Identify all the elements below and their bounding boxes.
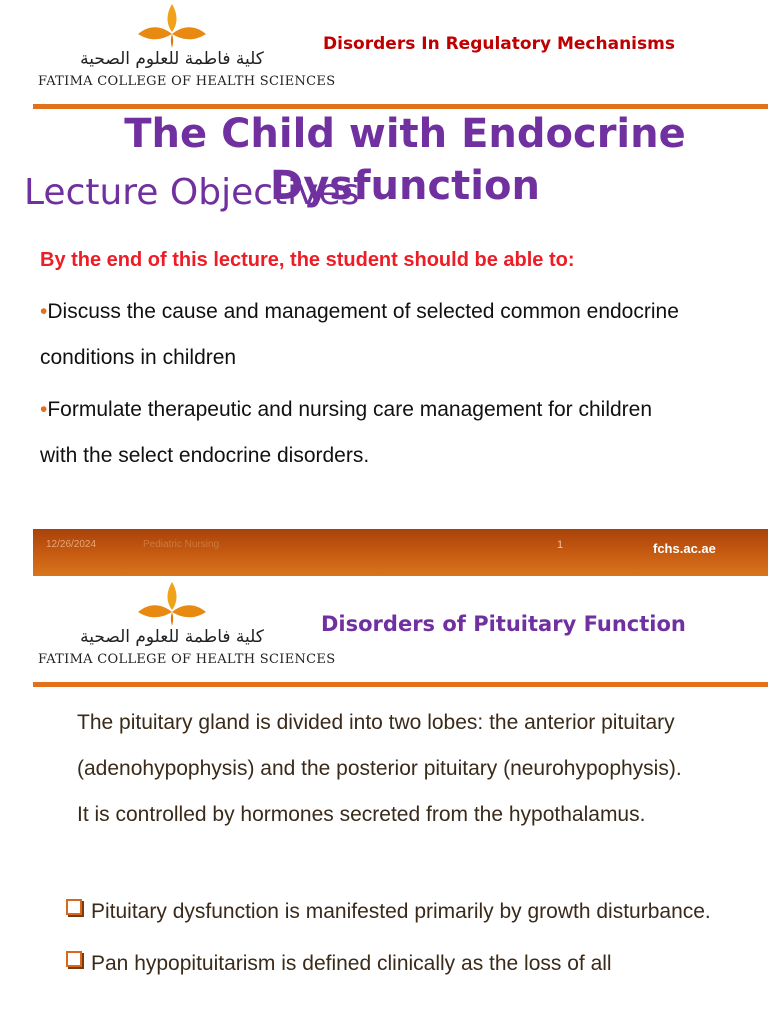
list-item	[40, 387, 680, 479]
objectives-list	[40, 289, 680, 485]
bullet-text: Pan hypopituitarism is defined clinically as the loss of all	[91, 952, 612, 975]
square-bullet-icon	[66, 951, 82, 967]
objective-text: Discuss the cause and management of selected common endocrine conditions in children	[40, 300, 679, 369]
objective-text: Formulate therapeutic and nursing care management for children with the select endocrine disorders.	[40, 398, 653, 467]
body-text	[77, 700, 737, 838]
logo-english-text: FATIMA COLLEGE OF HEALTH SCIENCES	[38, 652, 336, 667]
lecture-objectives-title: Lecture Objectives	[24, 172, 360, 213]
logo-arabic-text: كلية فاطمة للعلوم الصحية	[80, 49, 264, 69]
list-item	[40, 289, 680, 381]
bullet-icon: •	[40, 398, 48, 421]
footer-date: 12/26/2024	[46, 539, 97, 550]
footer-website-link[interactable]: fchs.ac.ae	[653, 541, 716, 556]
logo-english-text: FATIMA COLLEGE OF HEALTH SCIENCES	[38, 74, 336, 89]
bullet-list	[64, 889, 724, 993]
slide-footer	[33, 529, 768, 576]
footer-course: Pediatric Nursing	[143, 539, 220, 550]
header-title: Disorders of Pituitary Function	[321, 612, 686, 636]
intro-text: By the end of this lecture, the student should be able to:	[40, 249, 575, 271]
flower-logo-icon	[136, 580, 208, 626]
list-item	[64, 941, 724, 987]
square-bullet-icon	[66, 899, 82, 915]
list-item	[64, 889, 724, 935]
slide-2	[0, 576, 768, 1024]
paragraph: It is controlled by hormones secreted from the hypothalamus.	[77, 803, 646, 826]
header-divider	[33, 682, 768, 687]
paragraph: The pituitary gland is divided into two lobes: the anterior pituitary (adenohypophysis) and the posterior pituitary (neurohypophysis).	[77, 711, 682, 780]
college-logo	[36, 2, 336, 94]
bullet-text: Pituitary dysfunction is manifested primarily by growth disturbance.	[91, 900, 711, 923]
flower-logo-icon	[136, 2, 208, 48]
header-title: Disorders In Regulatory Mechanisms	[323, 34, 675, 54]
logo-arabic-text: كلية فاطمة للعلوم الصحية	[80, 627, 264, 647]
college-logo	[36, 580, 336, 672]
bullet-icon: •	[40, 300, 48, 323]
main-title: The Child with Endocrine Dysfunction	[124, 111, 686, 209]
footer-page-number: 1	[557, 539, 564, 551]
